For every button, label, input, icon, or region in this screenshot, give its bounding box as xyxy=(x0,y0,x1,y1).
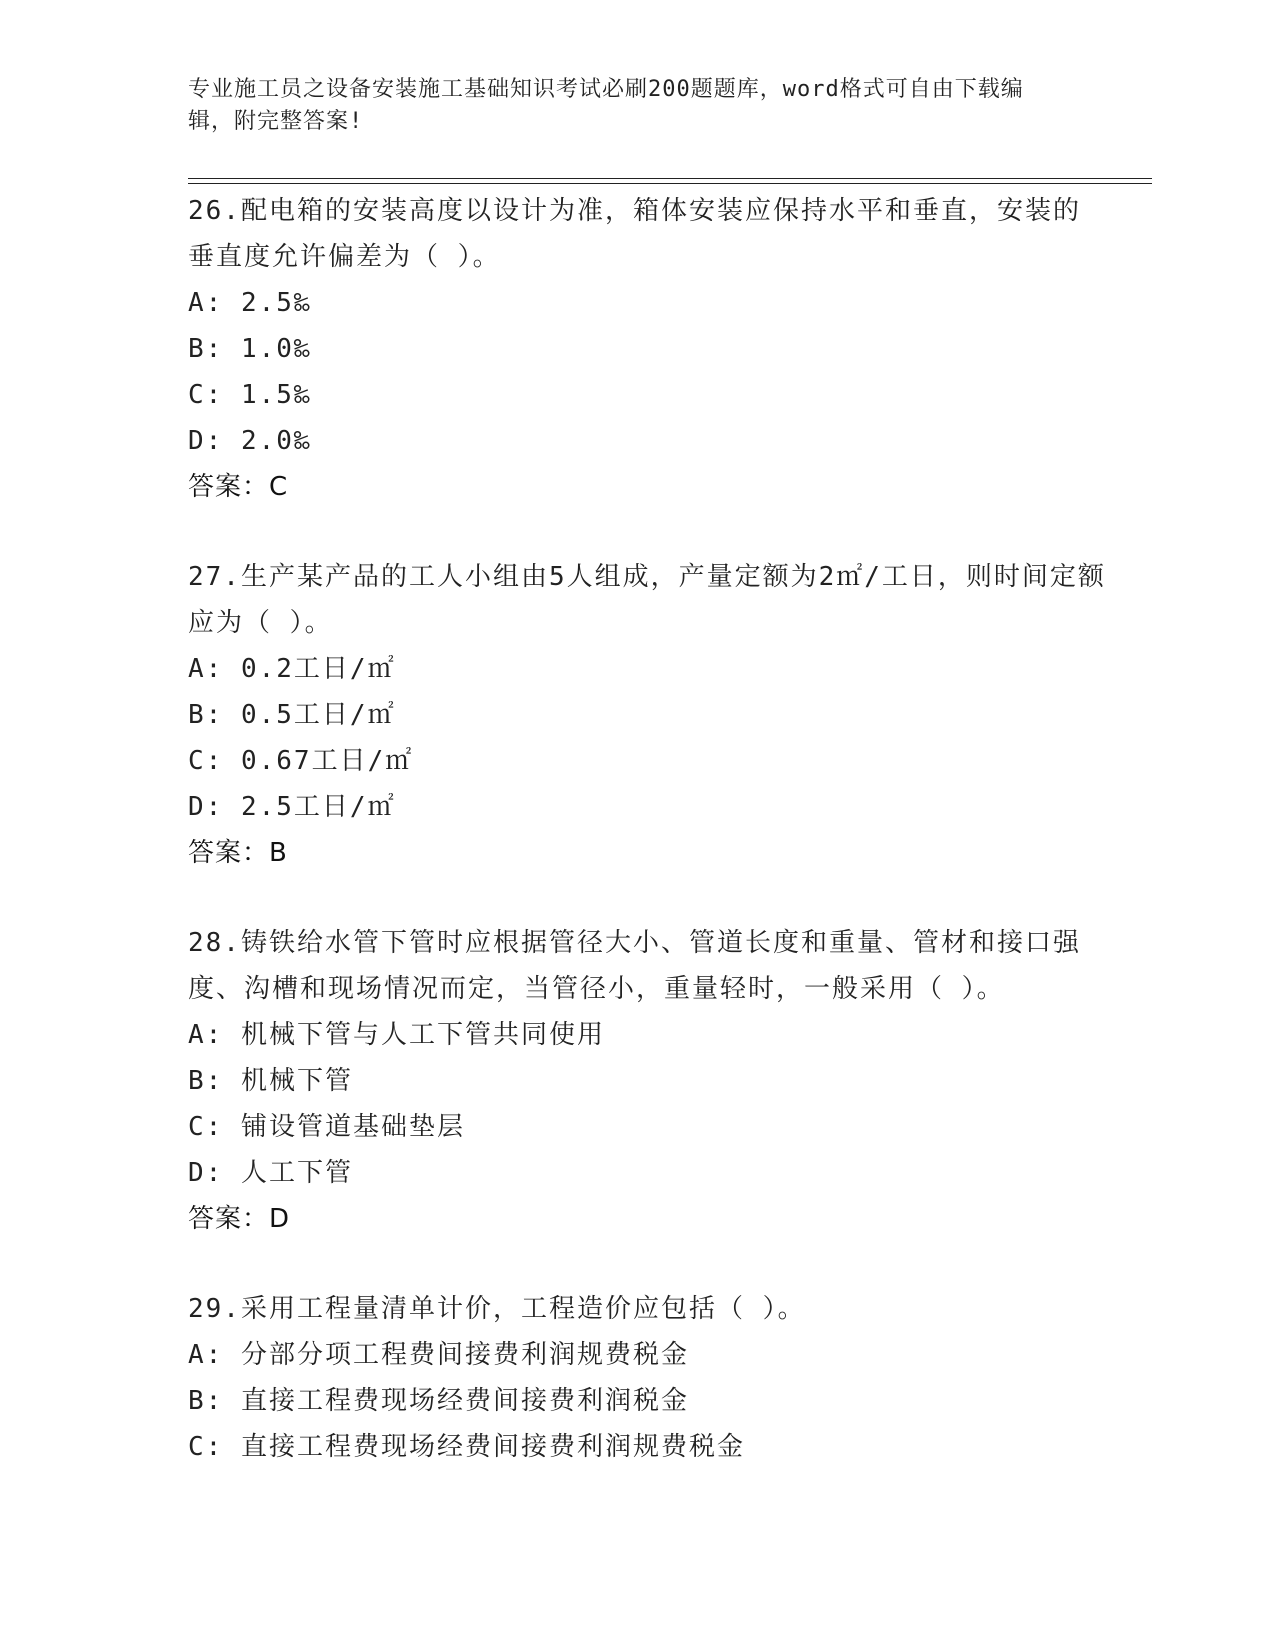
header-title: 专业施工员之设备安装施工基础知识考试必刷200题题库，word格式可自由下载编辑，附完整答案! xyxy=(188,77,1024,134)
document-header xyxy=(188,74,1068,138)
option-b: B: 0.5工日/㎡ xyxy=(188,700,396,730)
option-a: A: 2.5‰ xyxy=(188,288,312,318)
option-c: C: 1.5‰ xyxy=(188,380,312,410)
question-stem: 29.采用工程量清单计价，工程造价应包括（ ）。 xyxy=(188,1294,806,1324)
option-d: D: 2.0‰ xyxy=(188,426,312,456)
question-stem: 27.生产某产品的工人小组由5人组成，产量定额为2㎡/工日，则时间定额应为（ ）。 xyxy=(188,562,1106,638)
question-stem: 28.铸铁给水管下管时应根据管径大小、管道长度和重量、管材和接口强度、沟槽和现场情况而定，当管径小，重量轻时，一般采用（ ）。 xyxy=(188,928,1081,1004)
option-a: A: 0.2工日/㎡ xyxy=(188,654,396,684)
option-c: C: 直接工程费现场经费间接费利润规费税金 xyxy=(188,1432,745,1462)
header-divider-bottom xyxy=(188,183,1152,184)
answer-line: 答案：B xyxy=(188,838,288,868)
option-a: A: 分部分项工程费间接费利润规费税金 xyxy=(188,1340,689,1370)
answer-line: 答案：C xyxy=(188,472,289,502)
option-d: D: 2.5工日/㎡ xyxy=(188,792,396,822)
option-d: D: 人工下管 xyxy=(188,1158,353,1188)
question-27 xyxy=(188,554,1108,876)
option-c: C: 0.67工日/㎡ xyxy=(188,746,414,776)
question-stem: 26.配电箱的安装高度以设计为准，箱体安装应保持水平和垂直，安装的垂直度允许偏差为（ ）。 xyxy=(188,196,1081,272)
header-divider-top xyxy=(188,178,1152,179)
option-b: B: 1.0‰ xyxy=(188,334,312,364)
option-b: B: 机械下管 xyxy=(188,1066,353,1096)
answer-line: 答案：D xyxy=(188,1204,291,1234)
question-28 xyxy=(188,920,1108,1242)
option-b: B: 直接工程费现场经费间接费利润税金 xyxy=(188,1386,689,1416)
question-29 xyxy=(188,1286,1108,1470)
option-c: C: 铺设管道基础垫层 xyxy=(188,1112,465,1142)
question-26 xyxy=(188,188,1108,510)
option-a: A: 机械下管与人工下管共同使用 xyxy=(188,1020,605,1050)
